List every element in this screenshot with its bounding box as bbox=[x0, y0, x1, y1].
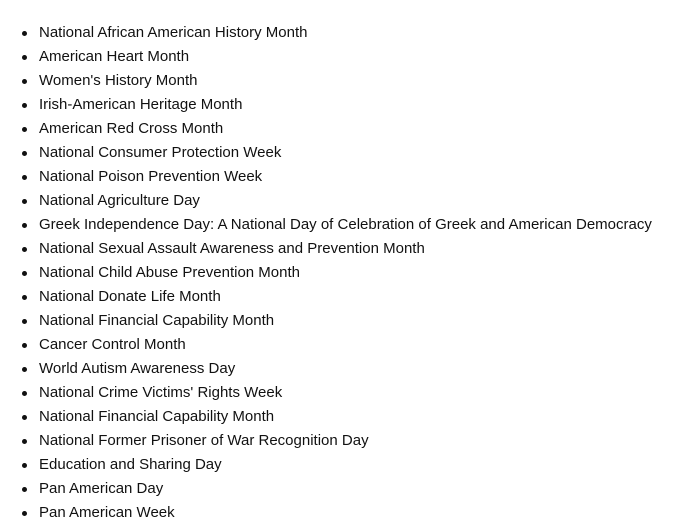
list-item-label: National Donate Life Month bbox=[39, 288, 221, 305]
bullet-icon bbox=[22, 247, 27, 252]
bullet-icon bbox=[22, 319, 27, 324]
bullet-icon bbox=[22, 511, 27, 516]
list-item-label: National Crime Victims' Rights Week bbox=[39, 384, 283, 401]
bullet-icon bbox=[22, 295, 27, 300]
bullet-icon bbox=[22, 415, 27, 420]
list-item-label: Pan American Day bbox=[39, 480, 164, 497]
bullet-icon bbox=[22, 343, 27, 348]
list-item bbox=[0, 93, 696, 117]
list-item-label: Pan American Week bbox=[39, 504, 175, 521]
list-item bbox=[0, 237, 696, 261]
list-item bbox=[0, 117, 696, 141]
list-item-label: Greek Independence Day: A National Day of Celebration of Greek and American Democracy bbox=[39, 216, 652, 233]
list-item bbox=[0, 141, 696, 165]
bullet-icon bbox=[22, 55, 27, 60]
bullet-icon bbox=[22, 79, 27, 84]
list-item bbox=[0, 21, 696, 45]
list-item bbox=[0, 333, 696, 357]
list-item-label: American Red Cross Month bbox=[39, 120, 224, 137]
list-item-label: Women's History Month bbox=[39, 72, 198, 89]
list-item-label: National Consumer Protection Week bbox=[39, 144, 282, 161]
list-item bbox=[0, 477, 696, 501]
list-item bbox=[0, 189, 696, 213]
bullet-icon bbox=[22, 151, 27, 156]
list-item-label: National Former Prisoner of War Recognition Day bbox=[39, 432, 369, 449]
bullet-icon bbox=[22, 487, 27, 492]
bullet-icon bbox=[22, 103, 27, 108]
bullet-icon bbox=[22, 175, 27, 180]
list-item bbox=[0, 429, 696, 453]
bullet-icon bbox=[22, 463, 27, 468]
list-item bbox=[0, 453, 696, 477]
list-item-label: National Poison Prevention Week bbox=[39, 168, 263, 185]
list-item bbox=[0, 405, 696, 429]
list-item-label: National African American History Month bbox=[39, 24, 308, 41]
bullet-icon bbox=[22, 223, 27, 228]
list-item bbox=[0, 285, 696, 309]
bullet-icon bbox=[22, 271, 27, 276]
bullet-icon bbox=[22, 31, 27, 36]
list-item bbox=[0, 261, 696, 285]
list-item bbox=[0, 501, 696, 525]
bullet-icon bbox=[22, 367, 27, 372]
list-item-label: Irish-American Heritage Month bbox=[39, 96, 243, 113]
list-item bbox=[0, 381, 696, 405]
list-item-label: National Financial Capability Month bbox=[39, 312, 275, 329]
list-item-label: World Autism Awareness Day bbox=[39, 360, 236, 377]
list-item bbox=[0, 45, 696, 69]
bullet-icon bbox=[22, 391, 27, 396]
list-item bbox=[0, 165, 696, 189]
list-item-label: National Child Abuse Prevention Month bbox=[39, 264, 300, 281]
list-item bbox=[0, 357, 696, 381]
bullet-icon bbox=[22, 199, 27, 204]
observance-list bbox=[0, 21, 696, 525]
bullet-icon bbox=[22, 439, 27, 444]
list-item bbox=[0, 213, 696, 237]
list-item-label: National Financial Capability Month bbox=[39, 408, 275, 425]
list-item-label: Cancer Control Month bbox=[39, 336, 186, 353]
list-item bbox=[0, 69, 696, 93]
list-item-label: Education and Sharing Day bbox=[39, 456, 222, 473]
list-item-label: National Sexual Assault Awareness and Prevention Month bbox=[39, 240, 425, 257]
list-item-label: American Heart Month bbox=[39, 48, 190, 65]
list-item bbox=[0, 309, 696, 333]
list-item-label: National Agriculture Day bbox=[39, 192, 200, 209]
bullet-icon bbox=[22, 127, 27, 132]
